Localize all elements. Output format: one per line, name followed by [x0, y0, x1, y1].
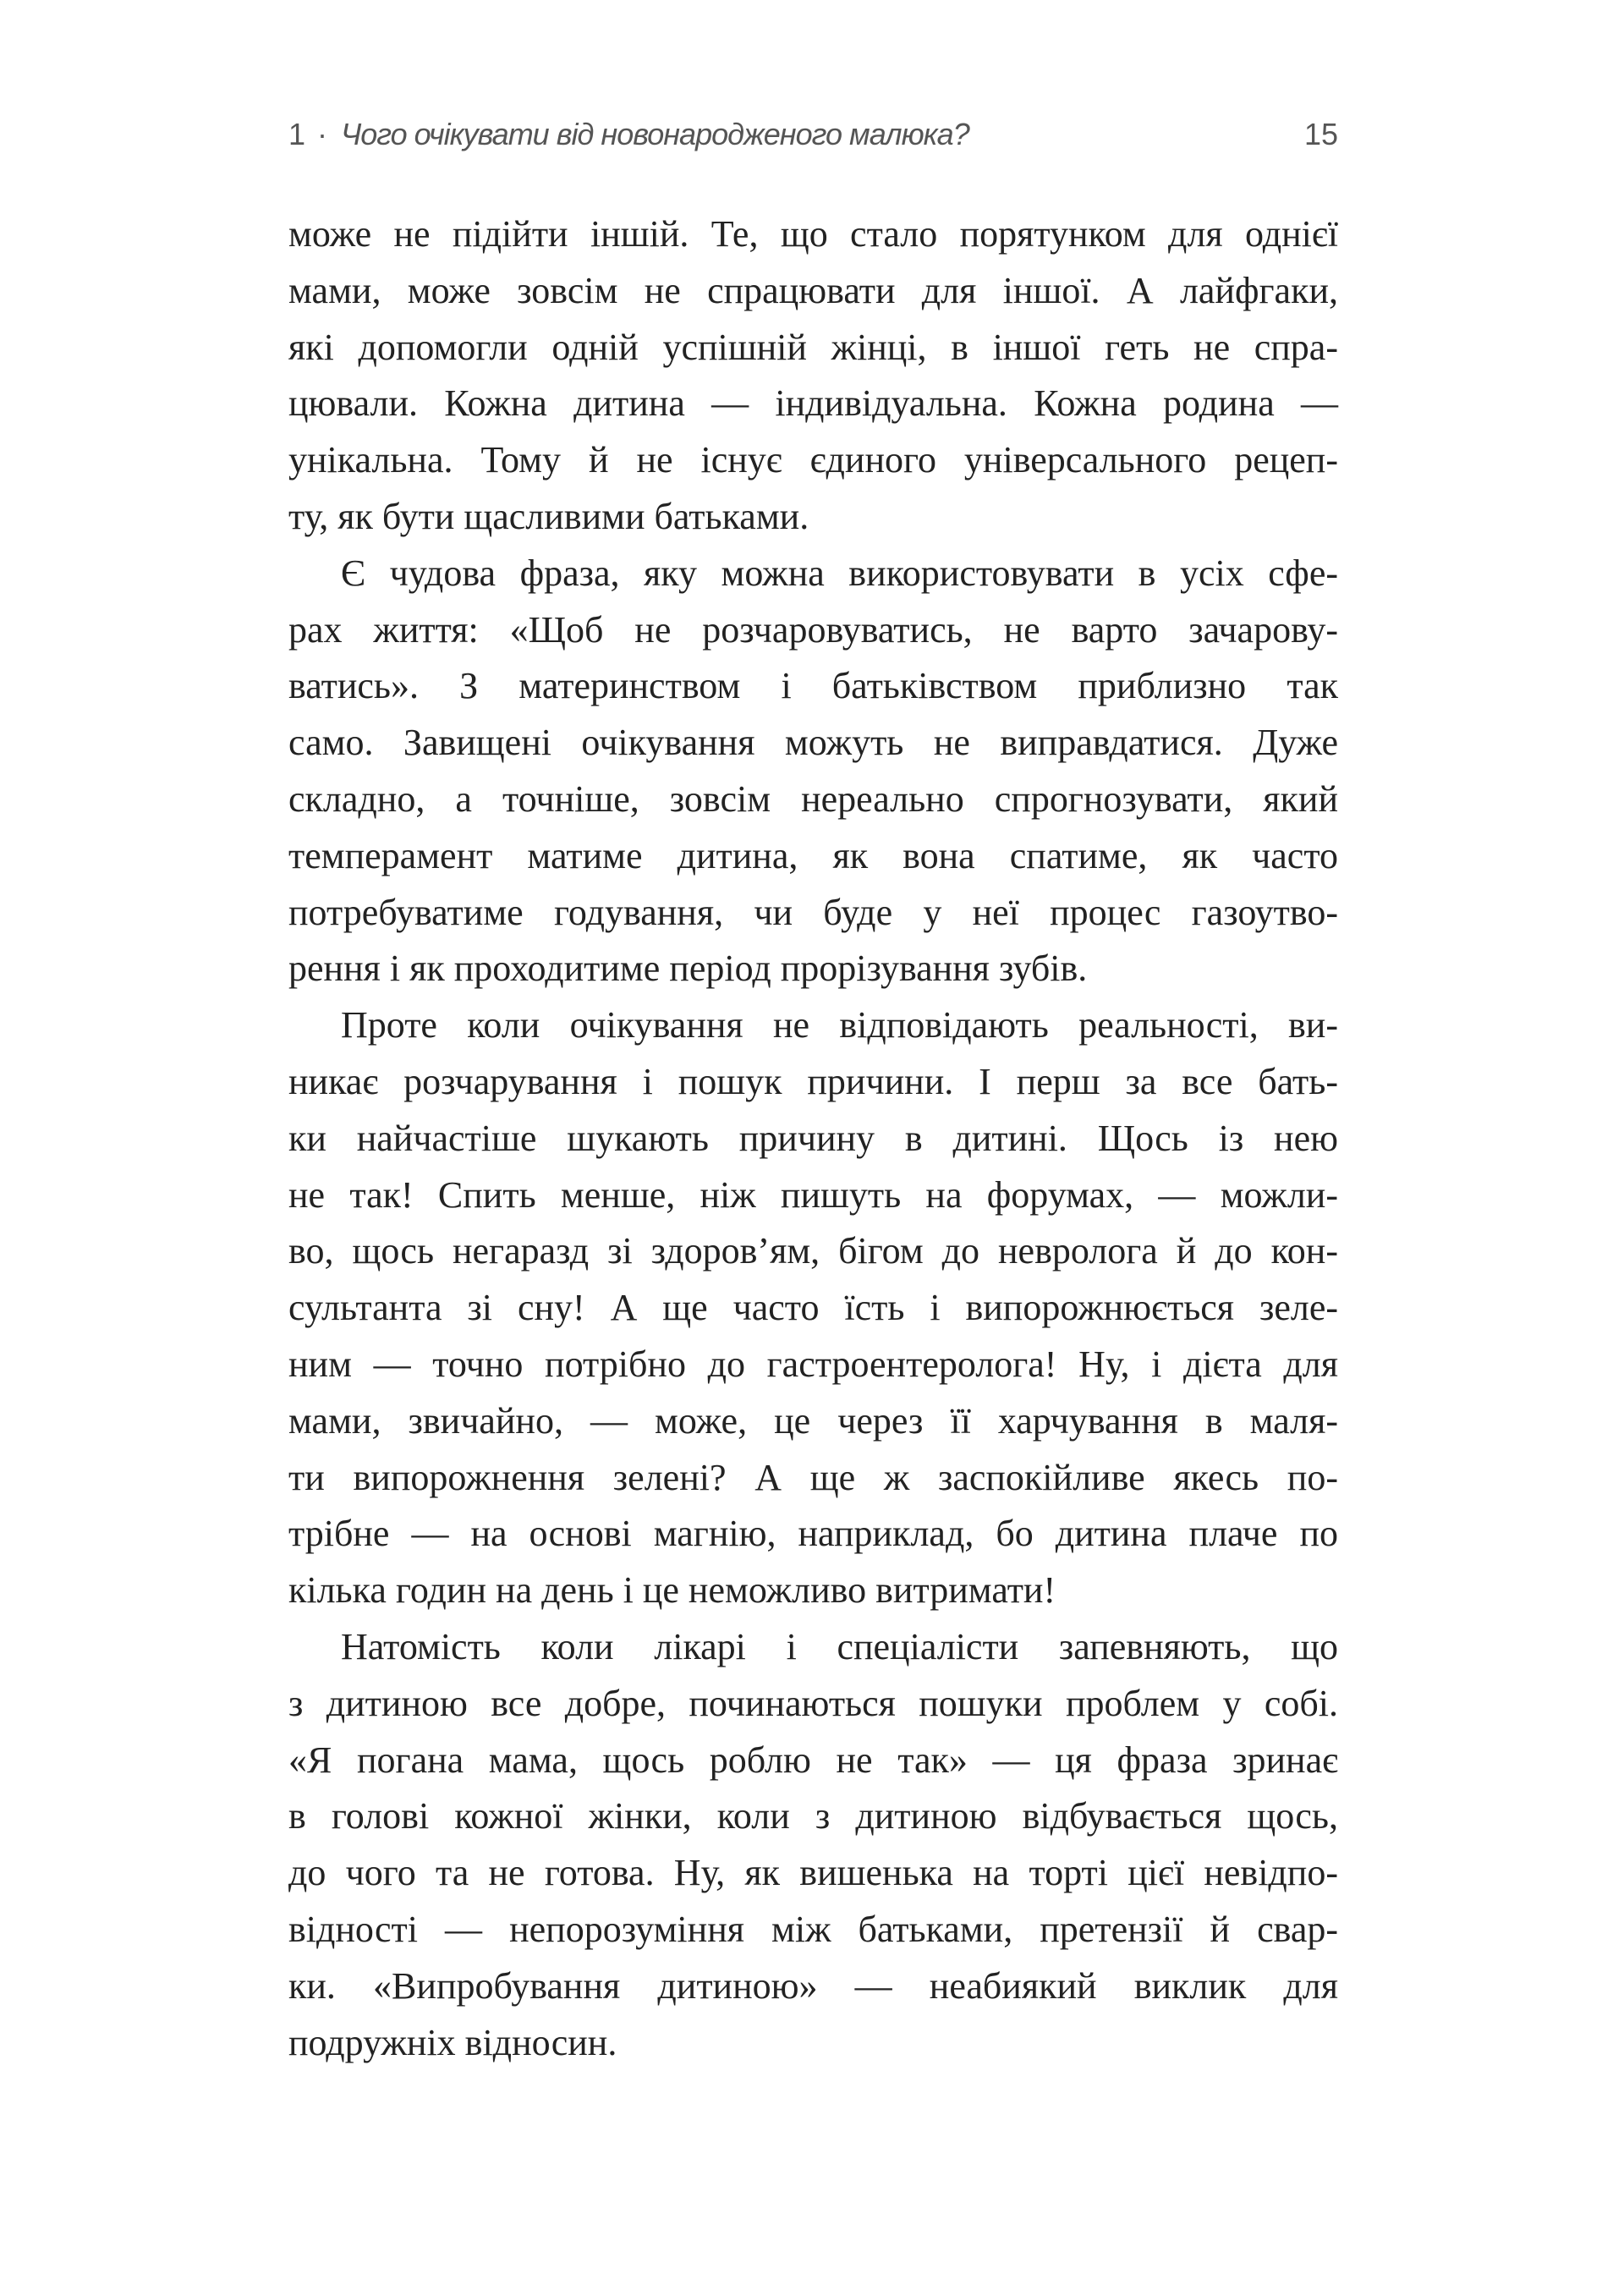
text-line: ки. «Випробування дитиною» — неабиякий виклик для: [288, 1964, 1338, 2007]
page-number: 15: [1303, 117, 1338, 151]
chapter-title: Чого очікувати від новонародженого малюка?: [341, 117, 969, 151]
running-header: [288, 117, 1338, 159]
text-line: ки найчастіше шукають причину в дитині. Щось із нею: [288, 1117, 1338, 1159]
text-line: ватись». З материнством і батьківством приблизно так: [288, 665, 1338, 707]
header-separator: ·: [317, 117, 327, 151]
text-line: ним — точно потрібно до гастроентеролога! Ну, і дієта для: [288, 1343, 1338, 1385]
paragraph: [288, 546, 1338, 997]
paragraph: [288, 206, 1338, 546]
text-line: никає розчарування і пошук причини. І перш за все бать-: [288, 1060, 1338, 1102]
text-line: які допомогли одній успішній жінці, в іншої геть не спра-: [288, 326, 1338, 368]
text-line: темперамент матиме дитина, як вона спатиме, як часто: [288, 834, 1338, 876]
text-line: ту, як бути щасливими батьками.: [288, 495, 809, 537]
text-line: трібне — на основі магнію, наприклад, бо дитина плаче по: [288, 1513, 1338, 1555]
text-line: до чого та не готова. Ну, як вишенька на торті цієї невідпо-: [288, 1852, 1338, 1894]
text-line: з дитиною все добре, починаються пошуки проблем у собі.: [288, 1682, 1338, 1724]
text-line: в голові кожної жінки, коли з дитиною відбувається щось,: [288, 1795, 1338, 1837]
paragraph: [288, 997, 1338, 1619]
text-line: цювали. Кожна дитина — індивідуальна. Кожна родина —: [288, 382, 1338, 425]
text-line: унікальна. Тому й не існує єдиного універсального рецеп-: [288, 439, 1338, 481]
text-line: ти випорожнення зелені? А ще ж заспокійливе якесь по-: [288, 1456, 1338, 1498]
text-line: кілька годин на день і це неможливо витримати!: [288, 1569, 1056, 1612]
text-line: само. Завищені очікування можуть не виправдатися. Дуже: [288, 722, 1338, 764]
text-line: складно, а точніше, зовсім нереально спрогнозувати, який: [288, 777, 1338, 820]
text-line: мами, може зовсім не спрацювати для іншої. А лайфгаки,: [288, 269, 1338, 311]
text-line: мами, звичайно, — може, це через її харчування в маля-: [288, 1399, 1338, 1442]
text-line: не так! Спить менше, ніж пишуть на форумах, — можли-: [288, 1173, 1338, 1216]
text-line: відності — непорозуміння між батьками, претензії й свар-: [288, 1908, 1338, 1950]
text-line: Проте коли очікування не відповідають реальності, ви-: [341, 1004, 1338, 1046]
text-line: подружніх відносин.: [288, 2021, 617, 2063]
paragraph: [288, 1619, 1338, 2071]
text-line: во, щось негаразд зі здоров’ям, бігом до невролога й до кон-: [288, 1230, 1338, 1272]
text-line: сультанта зі сну! А ще часто їсть і випорожнюється зеле-: [288, 1287, 1338, 1329]
text-line: рення і як проходитиме період прорізування зубів.: [288, 948, 1088, 990]
text-line: Є чудова фраза, яку можна використовувати в усіх сфе-: [341, 552, 1338, 594]
chapter-number: 1: [288, 117, 306, 151]
body-text: [288, 206, 1338, 2071]
text-line: може не підійти іншій. Те, що стало порятунком для однієї: [288, 213, 1338, 255]
text-line: потребуватиме годування, чи буде у неї процес газоутво-: [288, 891, 1338, 933]
text-line: Натомість коли лікарі і спеціалісти запевняють, що: [341, 1625, 1338, 1667]
text-line: «Я погана мама, щось роблю не так» — ця фраза зринає: [288, 1738, 1338, 1781]
text-line: рах життя: «Щоб не розчаровуватись, не варто зачарову-: [288, 608, 1338, 651]
